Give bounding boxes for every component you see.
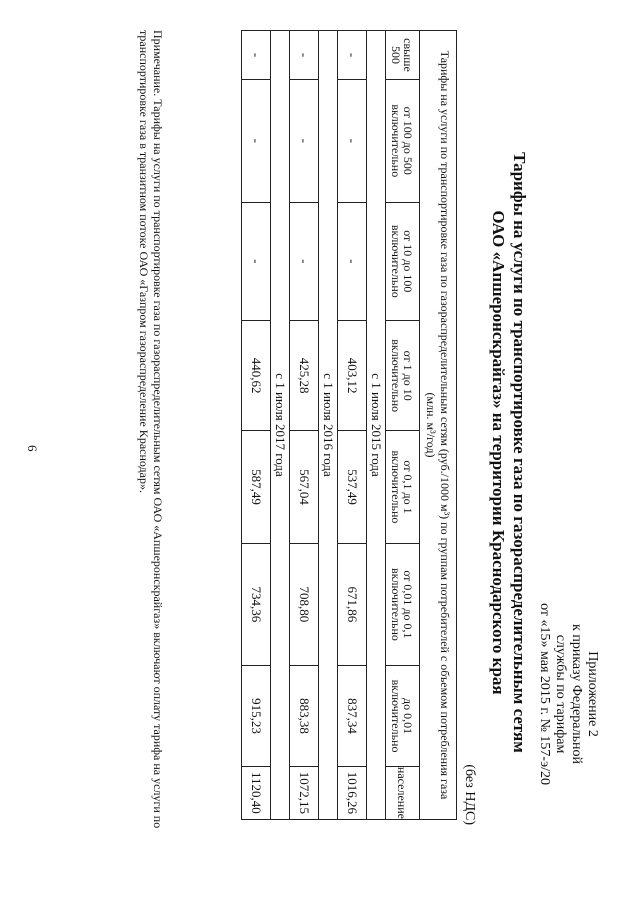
- table-cell: 671,86: [338, 543, 367, 666]
- table-cell: 567,04: [290, 431, 319, 543]
- footnote: Примечание. Тарифы на услуги по транспортировке газа по газораспределительным сетям ОАО «Апшеронскрайгаз» включают оплату тарифа на услуги по транспортировке газа в транзитном потоке ОАО «Газпром газораспределение Краснодар».: [137, 30, 165, 829]
- table-cell: 587,49: [242, 431, 271, 543]
- table-cell: -: [242, 79, 271, 202]
- tariff-table: [241, 30, 457, 820]
- appendix-line: службы по тарифам: [553, 634, 568, 754]
- group-header: от 1 до 10 включительно: [386, 321, 420, 431]
- table-cell: 708,80: [290, 543, 319, 666]
- page-number: 6: [25, 445, 40, 452]
- table-cell: -: [338, 202, 367, 320]
- table-cell: 1016,26: [338, 766, 367, 819]
- table-cell: 915,23: [242, 666, 271, 767]
- table-cell: 403,12: [338, 321, 367, 431]
- table-cell: 883,38: [290, 666, 319, 767]
- table-cell: -: [290, 79, 319, 202]
- table-cell: -: [338, 79, 367, 202]
- title-line: Тарифы на услуги по транспортировке газа по газораспределительным сетям: [510, 152, 529, 753]
- table-row: [242, 31, 271, 820]
- period-row: [319, 31, 338, 820]
- group-header-row: [386, 31, 420, 820]
- period-label: с 1 июля 2015 года: [367, 31, 386, 820]
- period-label: с 1 июля 2016 года: [319, 31, 338, 820]
- document-title: [488, 0, 530, 905]
- table-cell: -: [338, 31, 367, 80]
- table-row: [290, 31, 319, 820]
- table-cell: 440,62: [242, 321, 271, 431]
- period-row: [367, 31, 386, 820]
- group-header: от 10 до 100 включительно: [386, 202, 420, 320]
- table-header-main: Тарифы на услуги по транспортировке газа по газораспределительным сетям (руб./1000 м³) по группам потребителей с объемом потребления газа (млн. м³/год): [420, 31, 457, 820]
- group-header: от 0,1 до 1 включительно: [386, 431, 420, 543]
- appendix-line: к приказу Федеральной: [569, 624, 584, 764]
- period-label: с 1 июля 2017 года: [271, 31, 290, 820]
- group-header: от 100 до 500 включительно: [386, 79, 420, 202]
- period-row: [271, 31, 290, 820]
- table-cell: 1120,40: [242, 766, 271, 819]
- group-header: до 0,01 включительно: [386, 666, 420, 767]
- table-cell: -: [242, 31, 271, 80]
- appendix-line: от «15» мая 2015 г. № 157-э/20: [537, 603, 552, 785]
- table-cell: -: [290, 202, 319, 320]
- table-cell: 425,28: [290, 321, 319, 431]
- table-cell: -: [242, 202, 271, 320]
- appendix-reference: [536, 603, 600, 785]
- title-line: ОАО «Апшеронскрайгаз» на территории Краснодарского края: [489, 210, 508, 695]
- table-row: [338, 31, 367, 820]
- table-cell: 734,36: [242, 543, 271, 666]
- group-header: от 0,01 до 0,1 включительно: [386, 543, 420, 666]
- vat-note: (без НДС): [462, 764, 477, 825]
- table-cell: -: [290, 31, 319, 80]
- table-cell: 1072,15: [290, 766, 319, 819]
- table-cell: 537,49: [338, 431, 367, 543]
- table-cell: 837,34: [338, 666, 367, 767]
- appendix-line: Приложение 2: [585, 651, 600, 737]
- group-header: свыше 500: [386, 31, 420, 80]
- group-header: население: [386, 766, 420, 819]
